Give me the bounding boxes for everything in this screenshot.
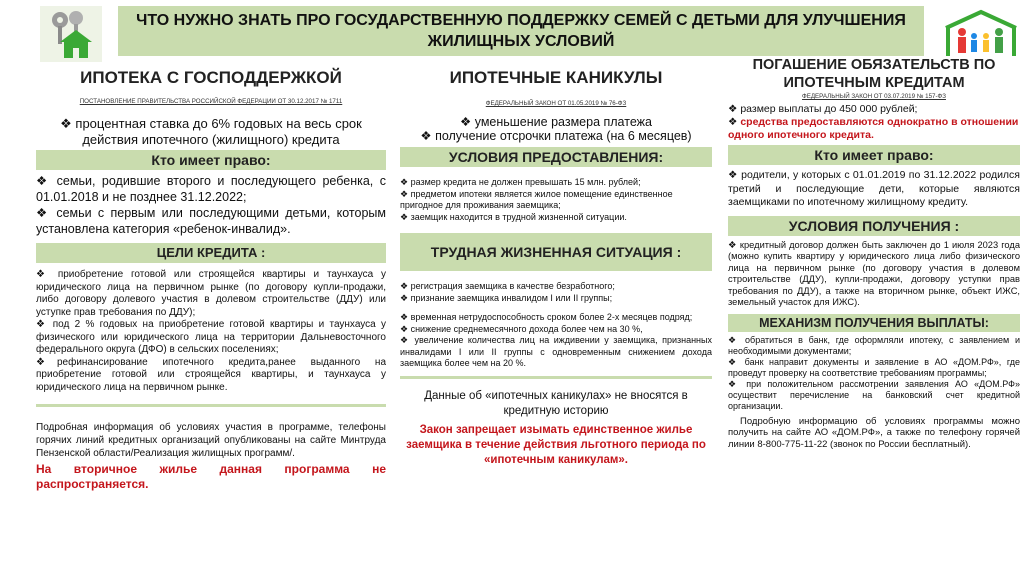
list-item: ❖ признание заемщика инвалидом I или II группы; bbox=[400, 292, 613, 303]
middle-law-note: Закон запрещает изымать единственное жилье заемщика в течение действия льготного периода по «ипотечным каникулам». bbox=[406, 423, 706, 466]
right-cond-heading: УСЛОВИЯ ПОЛУЧЕНИЯ : bbox=[728, 216, 1020, 236]
right-law: ФЕДЕРАЛЬНЫЙ ЗАКОН ОТ 03.07.2019 № 157-ФЗ bbox=[802, 93, 946, 100]
page-title: ЧТО НУЖНО ЗНАТЬ ПРО ГОСУДАРСТВЕННУЮ ПОДДЕРЖКУ СЕМЕЙ С ДЕТЬМИ ДЛЯ УЛУЧШЕНИЯ ЖИЛИЩНЫХ УСЛОВИЙ bbox=[118, 6, 924, 56]
middle-note: Данные об «ипотечных каникулах» не вносятся в кредитную историю bbox=[424, 389, 688, 417]
left-column bbox=[36, 64, 386, 574]
house-keys-logo bbox=[40, 6, 102, 62]
list-item: ❖ размер кредита не должен превышать 15 млн. рублей; bbox=[400, 177, 641, 187]
middle-hard-heading: ТРУДНАЯ ЖИЗНЕННАЯ СИТУАЦИЯ : bbox=[430, 244, 682, 260]
list-item: ❖ под 2 % годовых на приобретение готовой квартиры и таунхауса у физического или юридического лица на территории Дальневосточного федерального округа (ДФО) в сельских поселениях; bbox=[36, 319, 386, 355]
list-item: ❖ размер выплаты до 450 000 рублей; bbox=[728, 103, 918, 115]
list-item: ❖ средства предоставляются однократно в отношении одного ипотечного кредита. bbox=[728, 116, 1019, 141]
right-info: Подробную информацию об условиях программы можно получить на сайте АО «ДОМ.РФ», а также по телефону горячей линии 8-800-775-11-22 (звонок по России бесплатный). bbox=[728, 415, 1020, 450]
list-item: ❖ обратиться в банк, где оформляли ипотеку, с заявлением и необходимыми документами; bbox=[728, 334, 1020, 356]
family-house-icon bbox=[940, 8, 1022, 58]
list-item: ❖ временная нетрудоспособность сроком более 2-х месяцев подряд; bbox=[400, 312, 693, 322]
list-item: ❖ снижение среднемесячного дохода более чем на 30 %, bbox=[400, 323, 643, 334]
list-item: ❖рефинансирование ипотечного кредита,ранее выданного на приобретение готовой или строящейся квартиры, и таунхауса у юридического лица на первичном рынке. bbox=[36, 356, 386, 393]
left-who-list bbox=[36, 173, 386, 237]
middle-hard-list bbox=[400, 281, 712, 370]
list-item: ❖ родители, у которых с 01.01.2019 по 31.12.2022 родился третий и последующие дети, которые являются заемщиками по ипотечному жилищному кредиту. bbox=[728, 169, 1020, 208]
list-item: ❖ семьи, родившие второго и последующего ребенка, с 01.01.2018 и не позднее 31.12.2022; bbox=[36, 174, 386, 204]
right-cond-list bbox=[728, 240, 1020, 309]
right-mech-heading: МЕХАНИЗМ ПОЛУЧЕНИЯ ВЫПЛАТЫ: bbox=[728, 314, 1020, 332]
middle-column bbox=[400, 64, 712, 574]
list-item: ❖ при положительном рассмотрении заявления АО «ДОМ.РФ» осуществит перечисление на банковский счет кредитной организации. bbox=[728, 378, 1020, 411]
left-who-heading: Кто имеет право: bbox=[36, 150, 386, 170]
list-item: ❖ предметом ипотеки является жилое помещение единственное пригодное для проживания заемщика; bbox=[400, 188, 673, 210]
list-item: ❖ регистрация заемщика в качестве безработного; bbox=[400, 281, 615, 291]
right-mech-list bbox=[728, 335, 1020, 412]
right-column bbox=[728, 52, 1020, 574]
divider bbox=[400, 376, 712, 379]
list-item: ❖ банк направит документы и заявление в АО «ДОМ.РФ», где проведут проверку на соответствие требованиям программы; bbox=[728, 356, 1020, 378]
right-heading: ПОГАШЕНИЕ ОБЯЗАТЕЛЬСТВ ПО ИПОТЕЧНЫМ КРЕДИТАМ bbox=[752, 57, 996, 91]
list-item: ❖ приобретение готовой или строящейся квартиры и таунхауса у юридического лица на первичном рынке (по договору купли-продажи, либо договору долевого участия в долевом строительстве (ДДУ) или уступке прав требования по ДДУ); bbox=[36, 269, 386, 318]
right-who-heading: Кто имеет право: bbox=[728, 145, 1020, 165]
left-info: Подробная информация об условиях участия в программе, телефоны горячих линий кредитных организаций опубликованы на сайте Минтруда Пензенской области/Реализация жилищных программ/. bbox=[36, 422, 386, 459]
middle-hard-band bbox=[400, 233, 712, 271]
middle-cond-heading: УСЛОВИЯ ПРЕДОСТАВЛЕНИЯ: bbox=[400, 147, 712, 167]
list-item: ❖ увеличение количества лиц на иждивении у заемщика, признанных инвалидами I или II группы с одновременным снижением дохода заемщика более чем на 20 %. bbox=[400, 335, 712, 368]
left-goals-heading: ЦЕЛИ КРЕДИТА : bbox=[36, 243, 386, 263]
left-goals-list bbox=[36, 269, 386, 394]
list-item: ❖ кредитный договор должен быть заключен до 1 июля 2023 года (можно купить квартиру у юридического лица либо физического лица на первичном рынке (по договору участия в долевом строительстве (ДДУ), купли-продажи, договору уступки прав требования по ДДУ), а также на вторичном рынке, объект ИЖС, земельный участок для ИЖС). bbox=[728, 239, 1020, 307]
left-lead: ❖ процентная ставка до 6% годовых на весь срок действия ипотечного (жилищного) кредита bbox=[60, 116, 362, 147]
middle-heading: ИПОТЕЧНЫЕ КАНИКУЛЫ bbox=[449, 68, 663, 87]
middle-lead-1: ❖ уменьшение размера платежа bbox=[460, 115, 652, 129]
left-heading: ИПОТЕКА С ГОСПОДДЕРЖКОЙ bbox=[80, 68, 342, 87]
list-item: ❖ семьи с первым или последующими детьми, которым установлена категория «ребенок-инвалид». bbox=[36, 206, 386, 236]
left-warning: На вторичное жилье данная программа не распространяется. bbox=[36, 462, 386, 491]
divider bbox=[36, 404, 386, 407]
right-lead bbox=[728, 103, 1020, 142]
list-item: ❖ заемщик находится в трудной жизненной ситуации. bbox=[400, 211, 627, 222]
middle-cond-list bbox=[400, 177, 712, 223]
middle-lead-2: ❖ получение отсрочки платежа (на 6 месяцев) bbox=[420, 129, 692, 143]
right-who-list bbox=[728, 169, 1020, 210]
left-law: ПОСТАНОВЛЕНИЕ ПРАВИТЕЛЬСТВА РОССИЙСКОЙ ФЕДЕРАЦИИ ОТ 30.12.2017 № 1711 bbox=[79, 98, 343, 105]
middle-law: ФЕДЕРАЛЬНЫЙ ЗАКОН ОТ 01.05.2019 № 76-ФЗ bbox=[485, 100, 627, 107]
family-logo bbox=[940, 8, 1022, 58]
house-keys-icon bbox=[40, 6, 102, 62]
